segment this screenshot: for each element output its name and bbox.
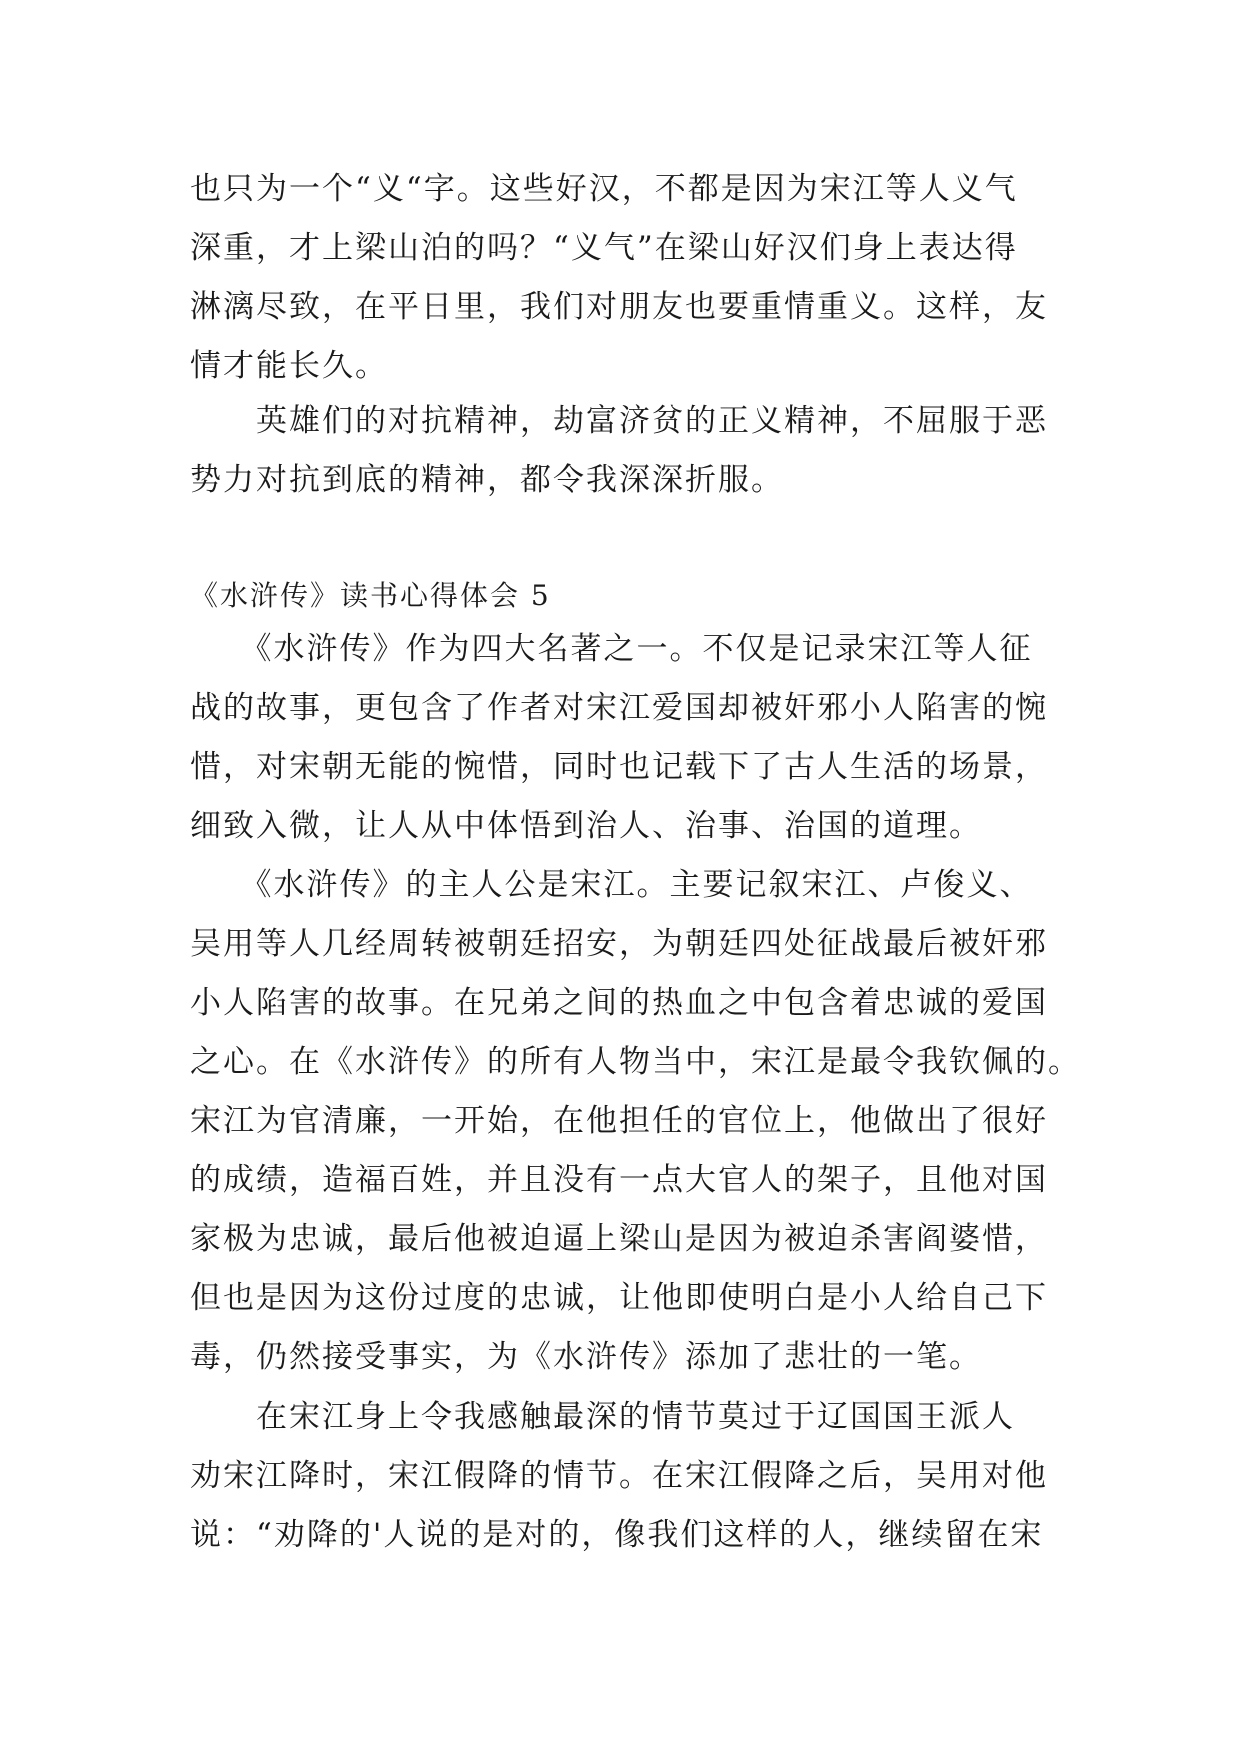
text-line: 深重，才上梁山泊的吗？“义气”在梁山好汉们身上表达得 xyxy=(190,230,1018,266)
text-line: 小人陷害的故事。在兄弟之间的热血之中包含着忠诚的爱国 xyxy=(190,985,1048,1021)
text-line: 细致入微，让人从中体悟到治人、治事、治国的道理。 xyxy=(190,808,982,844)
paragraph-heroes xyxy=(190,392,1050,510)
text-line: 说：“劝降的'人说的是对的，像我们这样的人，继续留在宋 xyxy=(190,1517,1044,1553)
text-line: 但也是因为这份过度的忠诚，让他即使明白是小人给自己下 xyxy=(190,1280,1048,1316)
heading-text: 《水浒传》读书心得体会 5 xyxy=(190,579,551,612)
paragraph-songjiang xyxy=(190,856,1081,1387)
text-line: 《水浒传》的主人公是宋江。主要记叙宋江、卢俊义、 xyxy=(190,867,1033,903)
text-line: 英雄们的对抗精神，劫富济贫的正义精神，不屈服于恶 xyxy=(190,403,1048,439)
text-line: 之心。在《水浒传》的所有人物当中，宋江是最令我钦佩的。 xyxy=(190,1044,1081,1080)
text-line: 情才能长久。 xyxy=(190,348,388,384)
paragraph-intro xyxy=(190,620,1050,856)
text-line: 惜，对宋朝无能的惋惜，同时也记载下了古人生活的场景， xyxy=(190,749,1048,785)
section-heading xyxy=(190,576,1050,616)
text-line: 宋江为官清廉，一开始，在他担任的官位上，他做出了很好 xyxy=(190,1103,1048,1139)
text-line: 毒，仍然接受事实，为《水浒传》添加了悲壮的一笔。 xyxy=(190,1339,982,1375)
text-line: 也只为一个“义“字。这些好汉，不都是因为宋江等人义气 xyxy=(190,171,1018,207)
text-line: 战的故事，更包含了作者对宋江爱国却被奸邪小人陷害的惋 xyxy=(190,690,1048,726)
text-line: 家极为忠诚，最后他被迫逼上梁山是因为被迫杀害阎婆惜， xyxy=(190,1221,1048,1257)
paragraph-surrender xyxy=(190,1388,1050,1565)
text-line: 的成绩，造福百姓，并且没有一点大官人的架子，且他对国 xyxy=(190,1162,1048,1198)
text-line: 势力对抗到底的精神，都令我深深折服。 xyxy=(190,462,784,498)
text-line: 淋漓尽致，在平日里，我们对朋友也要重情重义。这样，友 xyxy=(190,289,1048,325)
paragraph-yiqi xyxy=(190,160,1050,396)
text-line: 劝宋江降时，宋江假降的情节。在宋江假降之后，吴用对他 xyxy=(190,1458,1048,1494)
text-line: 在宋江身上令我感触最深的情节莫过于辽国国王派人 xyxy=(190,1399,1015,1435)
text-line: 《水浒传》作为四大名著之一。不仅是记录宋江等人征 xyxy=(190,631,1033,667)
text-line: 吴用等人几经周转被朝廷招安，为朝廷四处征战最后被奸邪 xyxy=(190,926,1048,962)
